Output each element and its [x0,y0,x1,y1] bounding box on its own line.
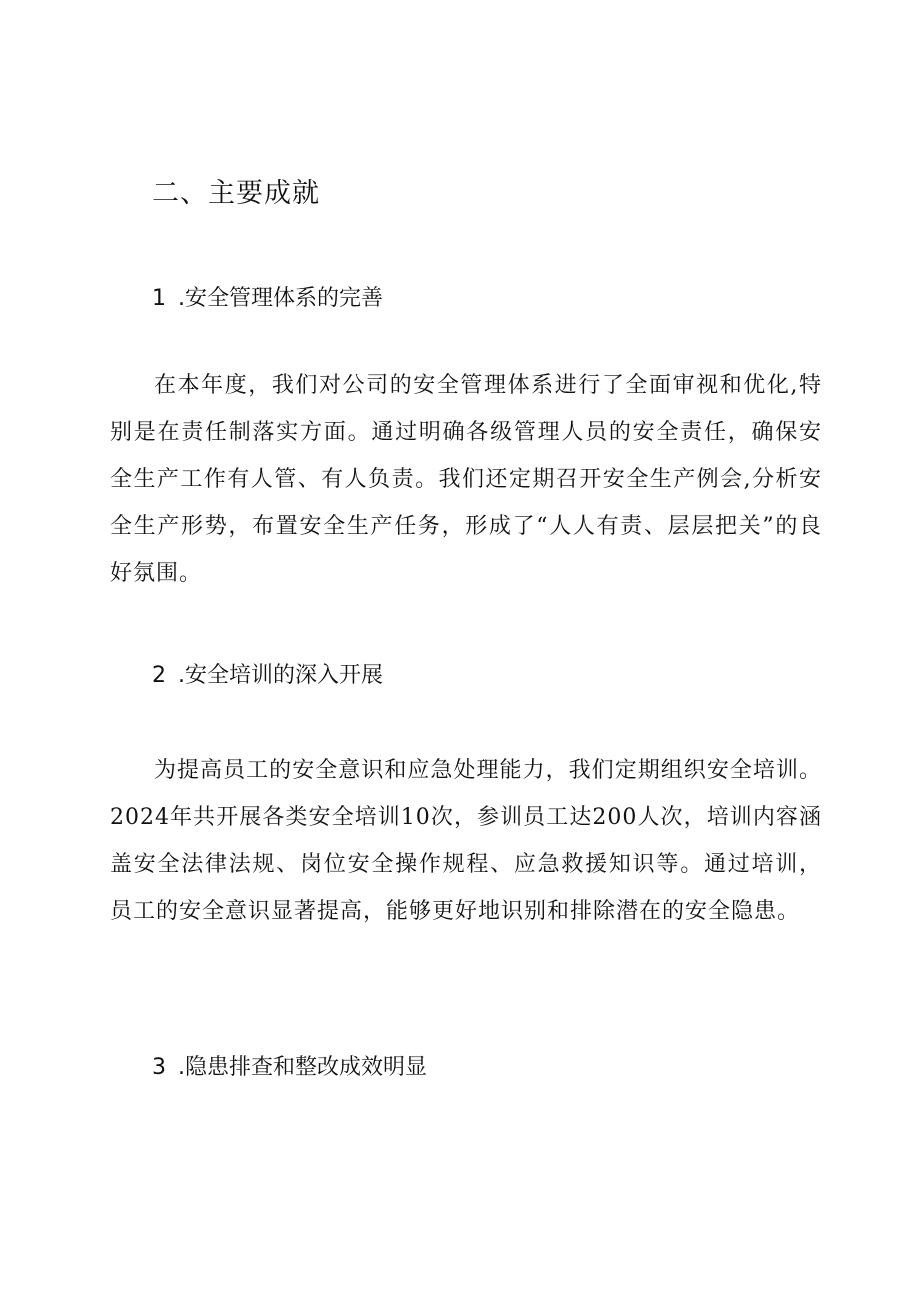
subheading-title: .安全培训的深入开展 [178,663,383,688]
subheading-3 [152,1052,427,1084]
subheading-number: 3 [152,1055,166,1080]
section-title: 二、主要成就 [152,178,320,209]
paragraph-1: 在本年度，我们对公司的安全管理体系进行了全面审视和优化,特别是在责任制落实方面。通过明确各级管理人员的安全责任，确保安全生产工作有人管、有人负责。我们还定期召开安全生产例会,分析安全生产形势，布置安全生产任务，形成了“人人有责、层层把关”的良好氛围。 [110,373,822,586]
subheading-number: 2 [152,663,166,688]
subheading-2 [152,660,383,692]
subheading-title: .安全管理体系的完善 [178,286,383,311]
subheading-number: 1 [152,286,166,311]
subheading-title: .隐患排查和整改成效明显 [178,1055,427,1080]
paragraph-2: 为提高员工的安全意识和应急处理能力，我们定期组织安全培训。2024年共开展各类安全培训10次，参训员工达200人次，培训内容涵盖安全法律法规、岗位安全操作规程、应急救援知识等。通过培训，员工的安全意识显著提高，能够更好地识别和排除潜在的安全隐患。 [110,758,822,924]
subheading-1 [152,283,383,315]
